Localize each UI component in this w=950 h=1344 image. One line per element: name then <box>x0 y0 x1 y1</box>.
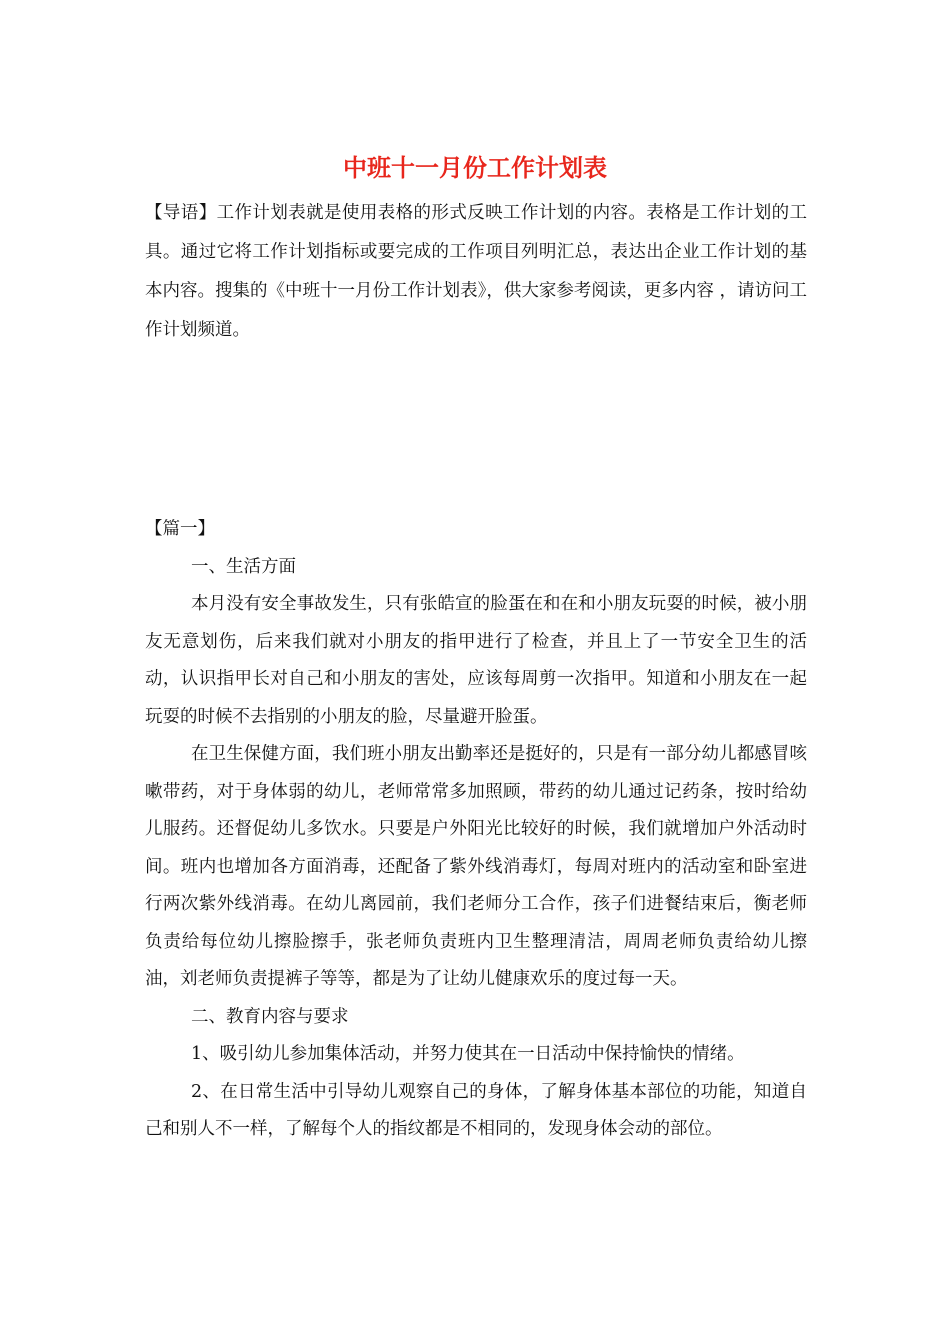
intro-paragraph: 【导语】工作计划表就是使用表格的形式反映工作计划的内容。表格是工作计划的工具。通过它将工作计划指标或要完成的工作项目列明汇总，表达出企业工作计划的基本内容。搜集的《中班十一月份工作计划表》，供大家参考阅读，更多内容 ，请访问工作计划频道。 <box>145 203 807 340</box>
document-title: 中班十一月份工作计划表 <box>343 154 607 182</box>
section-label: 【篇一】 <box>145 519 215 539</box>
heading-life: 一、生活方面 <box>191 556 296 577</box>
heading-education: 二、教育内容与要求 <box>191 1006 349 1027</box>
paragraph-health: 在卫生保健方面，我们班小朋友出勤率还是挺好的，只是有一部分幼儿都感冒咳嗽带药，对于身体弱的幼儿，老师常常多加照顾，带药的幼儿通过记药条，按时给幼儿服药。还督促幼儿多饮水。只要是户外阳光比较好的时候，我们就增加户外活动时间。班内也增加各方面消毒，还配备了紫外线消毒灯，每周对班内的活动室和卧室进行两次紫外线消毒。在幼儿离园前，我们老师分工合作，孩子们进餐结束后，衡老师负责给每位幼儿擦脸擦手，张老师负责班内卫生整理清洁，周周老师负责给幼儿擦油，刘老师负责提裤子等等，都是为了让幼儿健康欢乐的度过每一天。 <box>145 744 807 989</box>
paragraph-safety: 本月没有安全事故发生，只有张皓宣的脸蛋在和在和小朋友玩耍的时候，被小朋友无意划伤，后来我们就对小朋友的指甲进行了检查，并且上了一节安全卫生的活动，认识指甲长对自己和小朋友的害处，应该每周剪一次指甲。知道和小朋友在一起玩耍的时候不去指别的小朋友的脸，尽量避开脸蛋。 <box>145 594 807 727</box>
education-item-2: 2、在日常生活中引导幼儿观察自己的身体，了解身体基本部位的功能，知道自己和别人不一样，了解每个人的指纹都是不相同的，发现身体会动的部位。 <box>145 1081 807 1139</box>
document-body <box>145 511 807 1149</box>
education-item-1: 1、吸引幼儿参加集体活动，并努力使其在一日活动中保持愉快的情绪。 <box>191 1044 745 1064</box>
